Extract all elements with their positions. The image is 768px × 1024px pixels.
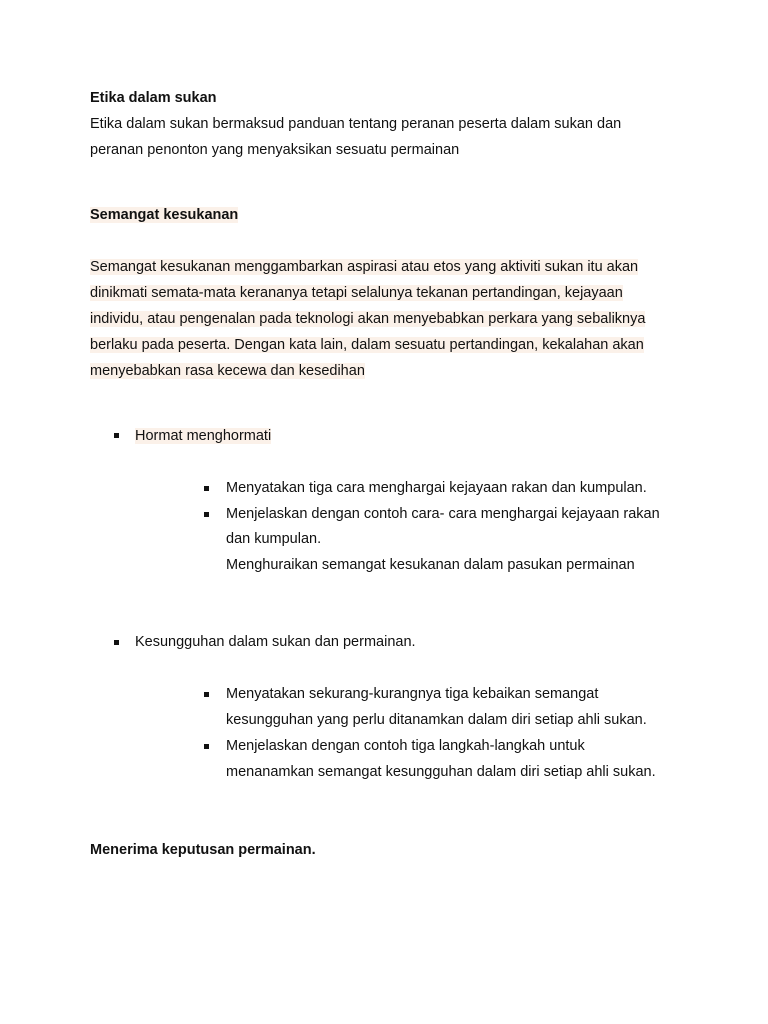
paragraph-line: dinikmati semata-mata kerananya tetapi selalunya tekanan pertandingan, kejayaan xyxy=(90,285,623,301)
bullet-square-icon xyxy=(204,486,209,491)
sub-bullet-line: Menghuraikan semangat kesukanan dalam pasukan permainan xyxy=(226,557,635,573)
heading-text: Semangat kesukanan xyxy=(90,207,239,223)
bullet-square-icon xyxy=(204,744,209,749)
bullet-item-kesungguhan: Kesungguhan dalam sukan dan permainan. xyxy=(135,634,416,650)
paragraph-line: individu, atau pengenalan pada teknologi akan menyebabkan perkara yang sebaliknya xyxy=(90,311,646,327)
bullet-square-icon xyxy=(114,640,119,645)
paragraph-semangat xyxy=(90,254,645,384)
bullet-square-icon xyxy=(204,512,209,517)
bullet-label: Hormat menghormati xyxy=(135,428,272,444)
heading-menerima-keputusan: Menerima keputusan permainan. xyxy=(90,842,316,858)
sub-bullet-line: menanamkan semangat kesungguhan dalam diri setiap ahli sukan. xyxy=(226,764,656,780)
paragraph-line: menyebabkan rasa kecewa dan kesedihan xyxy=(90,363,365,379)
bullet-item-hormat xyxy=(135,423,271,449)
heading-semangat-kesukanan xyxy=(90,202,238,228)
paragraph-line: peranan penonton yang menyaksikan sesuatu permainan xyxy=(90,142,460,158)
sub-bullet-line: Menjelaskan dengan contoh tiga langkah-langkah untuk xyxy=(226,738,585,754)
paragraph-line: Etika dalam sukan bermaksud panduan tentang peranan peserta dalam sukan dan xyxy=(90,116,622,132)
paragraph-line: Semangat kesukanan menggambarkan aspirasi atau etos yang aktiviti sukan itu akan xyxy=(90,259,639,275)
bullet-square-icon xyxy=(204,692,209,697)
sub-bullet-line: Menjelaskan dengan contoh cara- cara menghargai kejayaan rakan xyxy=(226,506,660,522)
paragraph-etika xyxy=(90,111,621,163)
sub-bullet-item xyxy=(226,501,660,579)
paragraph-line: berlaku pada peserta. Dengan kata lain, dalam sesuatu pertandingan, kekalahan akan xyxy=(90,337,644,353)
sub-bullet-item xyxy=(226,475,647,501)
bullet-square-icon xyxy=(114,433,119,438)
sub-bullet-line: dan kumpulan. xyxy=(226,531,322,547)
sub-bullet-line: Menyatakan sekurang-kurangnya tiga kebaikan semangat xyxy=(226,686,599,702)
heading-etika-dalam-sukan: Etika dalam sukan xyxy=(90,90,217,106)
sub-bullet-line: Menyatakan tiga cara menghargai kejayaan rakan dan kumpulan. xyxy=(226,480,647,496)
sub-bullet-line: kesungguhan yang perlu ditanamkan dalam diri setiap ahli sukan. xyxy=(226,712,647,728)
sub-bullet-item xyxy=(226,681,647,733)
sub-bullet-item xyxy=(226,733,656,785)
